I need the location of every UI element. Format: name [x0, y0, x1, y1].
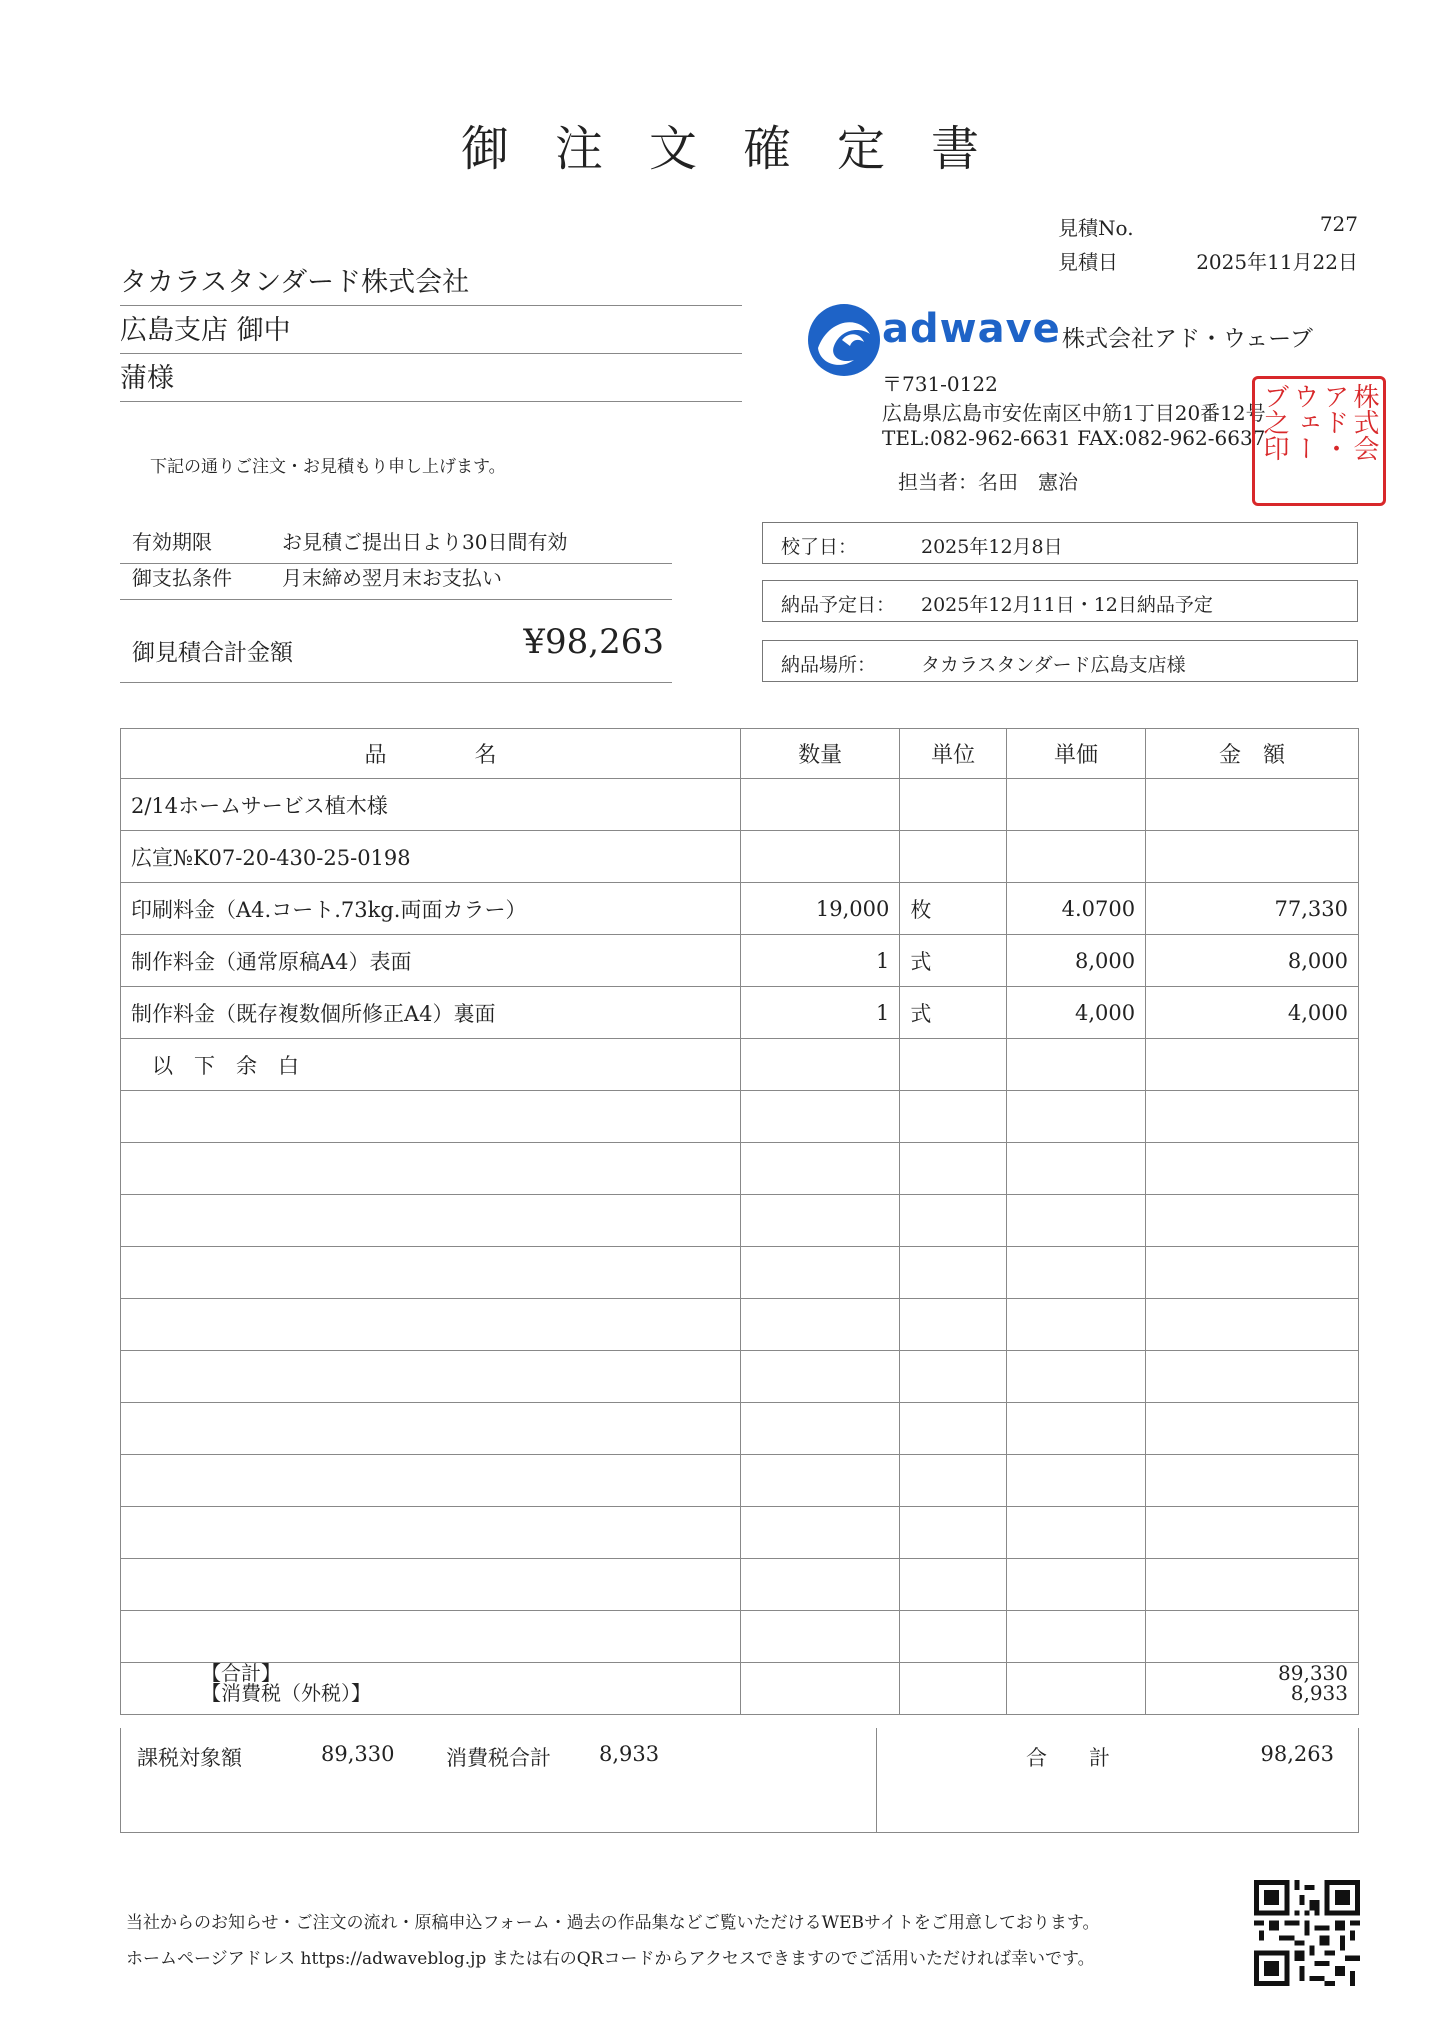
- subtotal-qty-cell: [740, 1663, 899, 1715]
- item-qty-cell: [740, 1351, 899, 1403]
- issuer-company: 株式会社アド・ウェーブ: [1062, 326, 1313, 352]
- item-name-cell: [121, 1403, 741, 1455]
- estimate-date: [1058, 246, 1358, 275]
- condition-label: 御支払条件: [132, 566, 232, 590]
- item-price-cell: [1006, 1299, 1145, 1351]
- item-qty-cell: [740, 1559, 899, 1611]
- footer-notice-line1: 当社からのお知らせ・ご注文の流れ・原稿申込フォーム・過去の作品集などご覧いただけるWEBサイトをご用意しております。: [126, 1913, 1100, 1933]
- item-qty-cell: [740, 1195, 899, 1247]
- delivery-place-value: タカラスタンダード広島支店様: [921, 654, 1186, 676]
- table-row: [121, 1507, 1359, 1559]
- item-price-cell: [1006, 1455, 1145, 1507]
- item-amount-cell: 4,000: [1146, 987, 1359, 1039]
- item-unit-cell: [900, 1611, 1007, 1663]
- table-row: [121, 987, 1359, 1039]
- item-name-cell: [121, 1507, 741, 1559]
- delivery-place-box: [762, 640, 1358, 682]
- item-name-cell: [121, 1195, 741, 1247]
- brand-name: adwave: [882, 306, 1061, 352]
- table-row: [121, 1195, 1359, 1247]
- item-amount-cell: [1146, 1247, 1359, 1299]
- table-row: [121, 1299, 1359, 1351]
- issuer-contact: TEL:082-962-6631 FAX:082-962-6637: [882, 426, 1266, 450]
- company-seal-stamp: 株式会 アド・ ウェー ブ之印: [1252, 376, 1386, 506]
- item-price-cell: [1006, 1091, 1145, 1143]
- item-name-cell: [121, 1143, 741, 1195]
- summary-box: [120, 1728, 1359, 1833]
- item-name-cell: [121, 1247, 741, 1299]
- item-unit-cell: [900, 1195, 1007, 1247]
- item-name-cell: [121, 1351, 741, 1403]
- delivery-date-value: 2025年12月11日・12日納品予定: [921, 594, 1213, 616]
- item-price-cell: 4,000: [1006, 987, 1145, 1039]
- header-qty: 数量: [740, 729, 899, 779]
- item-amount-cell: [1146, 779, 1359, 831]
- item-qty-cell: [740, 1507, 899, 1559]
- item-amount-cell: [1146, 1351, 1359, 1403]
- item-qty-cell: [740, 1091, 899, 1143]
- item-price-cell: [1006, 1611, 1145, 1663]
- item-name-cell: [121, 1091, 741, 1143]
- items-body: [121, 779, 1359, 1663]
- table-row: [121, 1143, 1359, 1195]
- item-qty-cell: [740, 1143, 899, 1195]
- header-amount: 金 額: [1146, 729, 1359, 779]
- intro-note: 下記の通りご注文・お見積もり申し上げます。: [150, 457, 506, 477]
- item-unit-cell: [900, 1039, 1007, 1091]
- document-title: 御注文確定書: [460, 121, 1025, 177]
- proof-date-box: [762, 522, 1358, 564]
- tax-value: 8,933: [1290, 1681, 1348, 1705]
- item-amount-cell: [1146, 1507, 1359, 1559]
- item-qty-cell: [740, 779, 899, 831]
- item-unit-cell: [900, 779, 1007, 831]
- item-price-cell: [1006, 1403, 1145, 1455]
- item-qty-cell: 19,000: [740, 883, 899, 935]
- condition-payment: [120, 558, 672, 600]
- header-unit: 単位: [900, 729, 1007, 779]
- item-amount-cell: [1146, 1195, 1359, 1247]
- item-name-cell: [121, 1559, 741, 1611]
- item-name-cell: [121, 1299, 741, 1351]
- item-unit-cell: [900, 1559, 1007, 1611]
- subtotal-price-cell: [1006, 1663, 1145, 1715]
- recipient-branch: 広島支店 御中: [120, 308, 742, 354]
- item-amount-cell: [1146, 1299, 1359, 1351]
- table-row: [121, 935, 1359, 987]
- condition-value: お見積ご提出日より30日間有効: [282, 530, 568, 554]
- tax-total-label: 消費税合計: [446, 1746, 551, 1770]
- taxable-label: 課税対象額: [137, 1746, 242, 1770]
- item-name-cell: [121, 1611, 741, 1663]
- estimate-total-value: ¥98,263: [523, 622, 664, 662]
- table-row: [121, 883, 1359, 935]
- item-amount-cell: [1146, 1403, 1359, 1455]
- item-price-cell: 4.0700: [1006, 883, 1145, 935]
- item-qty-cell: [740, 831, 899, 883]
- item-unit-cell: [900, 1143, 1007, 1195]
- item-qty-cell: [740, 1039, 899, 1091]
- item-price-cell: [1006, 779, 1145, 831]
- estimate-total: [120, 622, 672, 683]
- item-qty-cell: [740, 1403, 899, 1455]
- item-name-cell: [121, 1455, 741, 1507]
- item-amount-cell: [1146, 1559, 1359, 1611]
- item-unit-cell: [900, 1091, 1007, 1143]
- tax-total-value: 8,933: [599, 1742, 660, 1766]
- item-name-cell: 制作料金（通常原稿A4）表面: [121, 935, 741, 987]
- table-header-row: [121, 729, 1359, 779]
- table-row: [121, 1611, 1359, 1663]
- item-qty-cell: [740, 1611, 899, 1663]
- qr-code-icon[interactable]: [1254, 1880, 1360, 1986]
- estimate-date-label: 見積日: [1058, 250, 1118, 274]
- item-unit-cell: 式: [900, 935, 1007, 987]
- item-unit-cell: [900, 1507, 1007, 1559]
- item-price-cell: [1006, 1507, 1145, 1559]
- item-name-cell: 印刷料金（A4.コート.73kg.両面カラー）: [121, 883, 741, 935]
- issuer-staff: 担当者：名田 憲治: [898, 470, 1078, 494]
- header-price: 単価: [1006, 729, 1145, 779]
- estimate-total-label: 御見積合計金額: [132, 640, 293, 666]
- recipient-company: タカラスタンダード株式会社: [120, 260, 742, 306]
- item-price-cell: [1006, 1143, 1145, 1195]
- table-row: [121, 1559, 1359, 1611]
- summary-divider: [876, 1728, 877, 1832]
- item-amount-cell: [1146, 1611, 1359, 1663]
- subtotal-values: [1146, 1663, 1359, 1715]
- issuer-postal: 〒731-0122: [882, 372, 998, 396]
- tax-label: 【消費税（外税）】: [201, 1681, 371, 1705]
- item-amount-cell: 77,330: [1146, 883, 1359, 935]
- items-table: [120, 728, 1359, 1715]
- item-qty-cell: [740, 1455, 899, 1507]
- taxable-value: 89,330: [321, 1742, 395, 1766]
- estimate-number: [1058, 212, 1358, 241]
- issuer-address: 広島県広島市安佐南区中筋1丁目20番12号: [882, 401, 1266, 425]
- table-row: [121, 1039, 1359, 1091]
- item-qty-cell: [740, 1247, 899, 1299]
- proof-date-label: 校了日：: [781, 536, 858, 558]
- proof-date-value: 2025年12月8日: [921, 536, 1063, 558]
- item-qty-cell: [740, 1299, 899, 1351]
- table-row: [121, 1403, 1359, 1455]
- item-price-cell: [1006, 1039, 1145, 1091]
- item-unit-cell: 枚: [900, 883, 1007, 935]
- item-qty-cell: 1: [740, 987, 899, 1039]
- item-price-cell: [1006, 1559, 1145, 1611]
- item-name-cell: 以 下 余 白: [121, 1039, 741, 1091]
- table-row: [121, 1247, 1359, 1299]
- item-amount-cell: [1146, 1039, 1359, 1091]
- item-unit-cell: [900, 1299, 1007, 1351]
- footer-notice-line2: ホームページアドレス https://adwaveblog.jp または右のQRコードからアクセスできますのでご活用いただければ幸いです。: [126, 1949, 1095, 1969]
- item-unit-cell: [900, 1351, 1007, 1403]
- header-name: 品 名: [121, 729, 741, 779]
- item-name-cell: 2/14ホームサービス植木様: [121, 779, 741, 831]
- subtotal-label: 【合計】: [201, 1661, 281, 1685]
- recipient-person: 蒲様: [120, 356, 742, 402]
- item-unit-cell: 式: [900, 987, 1007, 1039]
- table-row: [121, 831, 1359, 883]
- table-row: [121, 1351, 1359, 1403]
- table-row: [121, 1091, 1359, 1143]
- item-unit-cell: [900, 1403, 1007, 1455]
- item-unit-cell: [900, 1247, 1007, 1299]
- item-name-cell: 制作料金（既存複数個所修正A4）裏面: [121, 987, 741, 1039]
- delivery-date-label: 納品予定日：: [781, 594, 896, 616]
- subtotal-unit-cell: [900, 1663, 1007, 1715]
- item-price-cell: [1006, 1247, 1145, 1299]
- item-amount-cell: [1146, 1455, 1359, 1507]
- subtotal-value: 89,330: [1278, 1661, 1348, 1685]
- table-row: [121, 1455, 1359, 1507]
- estimate-number-label: 見積No.: [1058, 216, 1134, 240]
- item-price-cell: [1006, 831, 1145, 883]
- grand-total-value: 98,263: [1260, 1742, 1334, 1766]
- item-amount-cell: [1146, 1143, 1359, 1195]
- item-amount-cell: [1146, 831, 1359, 883]
- item-price-cell: [1006, 1351, 1145, 1403]
- condition-label: 有効期限: [132, 530, 212, 554]
- item-price-cell: 8,000: [1006, 935, 1145, 987]
- adwave-logo-icon: [800, 300, 890, 380]
- table-row: [121, 779, 1359, 831]
- delivery-date-box: [762, 580, 1358, 622]
- estimate-number-value: 727: [1319, 212, 1358, 236]
- item-amount-cell: [1146, 1091, 1359, 1143]
- item-unit-cell: [900, 831, 1007, 883]
- subtotal-labels: [121, 1663, 741, 1715]
- subtotal-row: [121, 1663, 1359, 1715]
- grand-total-label: 合 計: [1026, 1746, 1110, 1770]
- delivery-place-label: 納品場所：: [781, 654, 877, 676]
- estimate-date-value: 2025年11月22日: [1196, 250, 1358, 274]
- item-name-cell: 広宣№K07-20-430-25-0198: [121, 831, 741, 883]
- item-qty-cell: 1: [740, 935, 899, 987]
- item-unit-cell: [900, 1455, 1007, 1507]
- condition-value: 月末締め翌月末お支払い: [282, 566, 502, 590]
- item-amount-cell: 8,000: [1146, 935, 1359, 987]
- item-price-cell: [1006, 1195, 1145, 1247]
